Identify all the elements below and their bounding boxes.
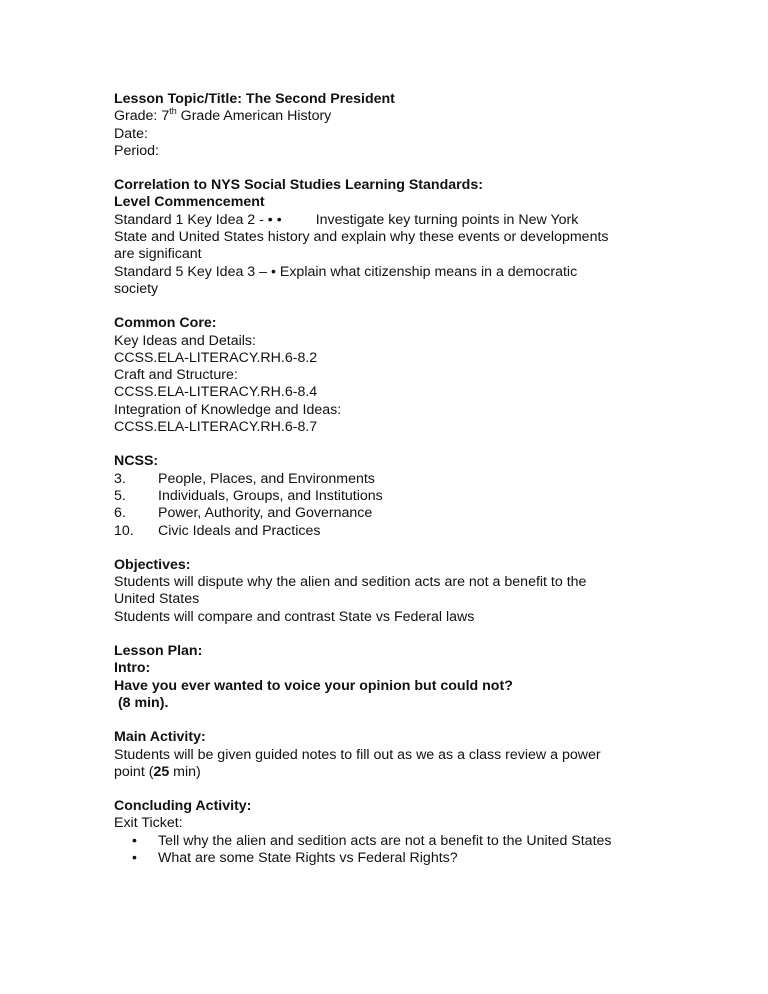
ncss-heading: NCSS: (114, 453, 159, 470)
ncss-item: 5. Individuals, Groups, and Institutions (114, 487, 383, 504)
ncss-item: 3. People, Places, and Environments (114, 470, 375, 487)
period-line: Period: (114, 142, 159, 159)
standard-1-line-2: State and United States history and explain why these events or developments (114, 229, 609, 246)
common-core-item: Craft and Structure: (114, 367, 238, 384)
main-activity-heading: Main Activity: (114, 729, 206, 746)
list-item: • Tell why the alien and sedition acts are not a benefit to the United States (132, 832, 612, 849)
common-core-item: CCSS.ELA-LITERACY.RH.6-8.4 (114, 384, 318, 401)
common-core-item: Key Ideas and Details: (114, 332, 256, 349)
main-activity-line: Students will be given guided notes to fill out as we as a class review a power (114, 746, 601, 763)
objective-line: Students will compare and contrast State vs Federal laws (114, 608, 475, 625)
grade-line: Grade: 7th Grade American History (114, 106, 332, 125)
standards-heading: Correlation to NYS Social Studies Learning Standards: (114, 177, 483, 194)
standards-level: Level Commencement (114, 194, 265, 211)
standard-1-line-3: are significant (114, 246, 202, 263)
objective-line: Students will dispute why the alien and sedition acts are not a benefit to the (114, 574, 587, 591)
common-core-item: CCSS.ELA-LITERACY.RH.6-8.7 (114, 419, 318, 436)
common-core-item: CCSS.ELA-LITERACY.RH.6-8.2 (114, 349, 318, 366)
objective-line: United States (114, 591, 200, 608)
common-core-heading: Common Core: (114, 315, 217, 332)
intro-question: Have you ever wanted to voice your opinion but could not? (114, 677, 513, 694)
standard-1-line-1: Standard 1 Key Idea 2 - • • Investigate key turning points in New York (114, 211, 579, 228)
common-core-item: Integration of Knowledge and Ideas: (114, 401, 342, 418)
objectives-heading: Objectives: (114, 556, 191, 573)
intro-heading: Intro: (114, 660, 151, 677)
lesson-title: Lesson Topic/Title: The Second President (114, 91, 395, 107)
list-item: • What are some State Rights vs Federal Rights? (132, 849, 458, 866)
standard-5-line-1: Standard 5 Key Idea 3 – • Explain what citizenship means in a democratic (114, 263, 578, 280)
ncss-item: 10. Civic Ideals and Practices (114, 522, 321, 539)
date-line: Date: (114, 125, 148, 142)
lesson-plan-heading: Lesson Plan: (114, 643, 203, 660)
intro-time: (8 min). (114, 694, 169, 711)
lesson-plan-content (114, 91, 654, 867)
exit-ticket-label: Exit Ticket: (114, 815, 183, 832)
ncss-item: 6. Power, Authority, and Governance (114, 505, 373, 522)
main-activity-line: point (25 min) (114, 763, 201, 780)
concluding-heading: Concluding Activity: (114, 798, 252, 815)
standard-5-line-2: society (114, 280, 159, 297)
